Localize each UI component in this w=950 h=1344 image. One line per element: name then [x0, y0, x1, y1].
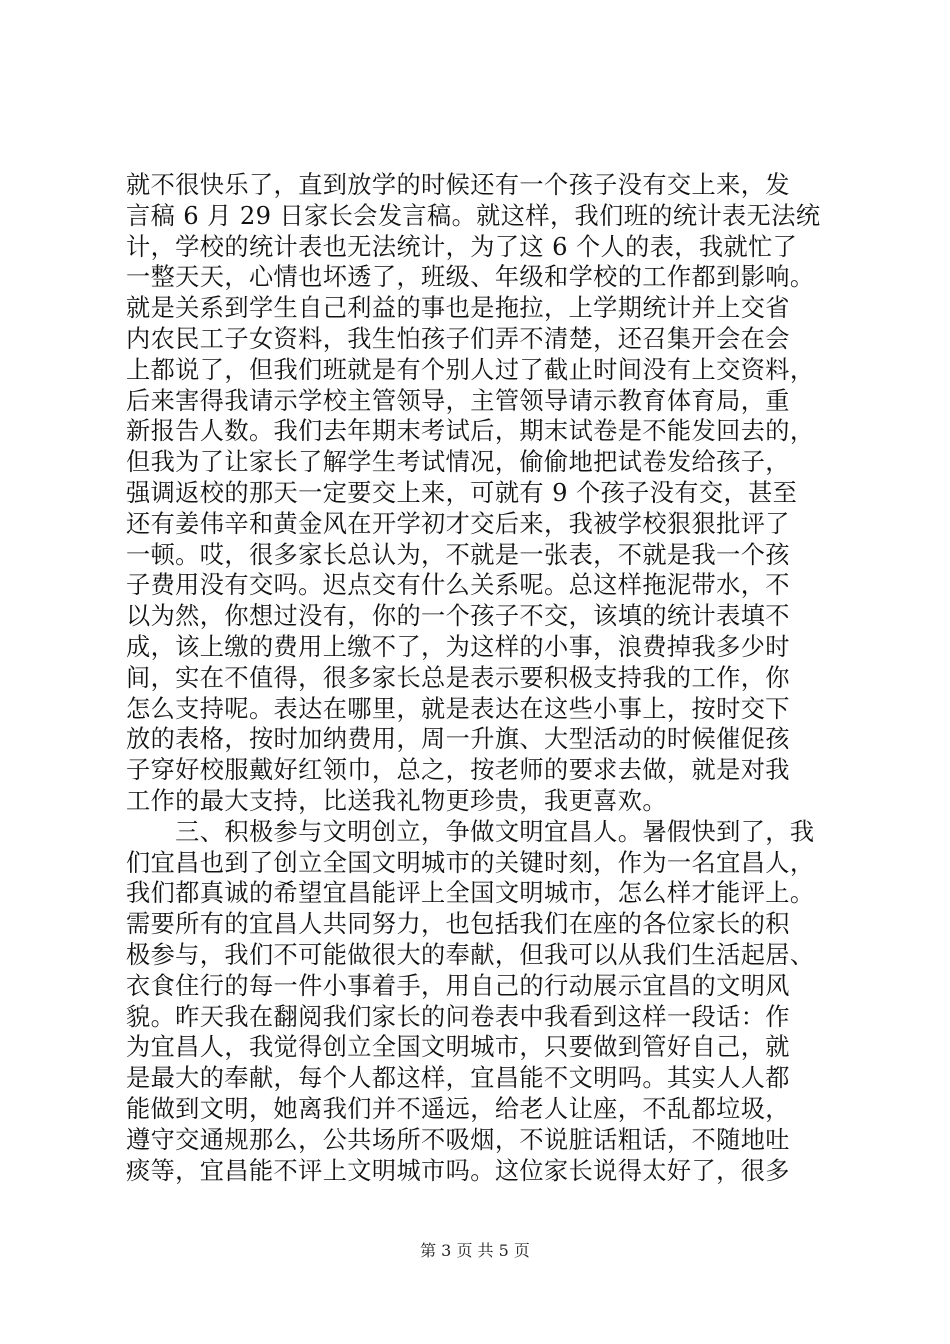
text-line: 怎么支持呢。表达在哪里，就是表达在这些小事上，按时交下: [126, 694, 790, 723]
text-line: 需要所有的宜昌人共同努力，也包括我们在座的各位家长的积: [126, 910, 790, 939]
text-line: 子费用没有交吗。迟点交有什么关系呢。总这样拖泥带水，不: [126, 571, 790, 600]
text-line: 遵守交通规那么，公共场所不吸烟，不说脏话粗话，不随地吐: [126, 1125, 790, 1154]
text-line: 但我为了让家长了解学生考试情况，偷偷地把试卷发给孩子，: [126, 448, 790, 477]
text-line: 新报告人数。我们去年期末考试后，期末试卷是不能发回去的，: [126, 417, 815, 446]
text-line: 上都说了，但我们班就是有个别人过了截止时间没有上交资料，: [126, 355, 815, 384]
text-line: 极参与，我们不可能做很大的奉献，但我可以从我们生活起居、: [126, 940, 815, 969]
text-line: 还有姜伟辛和黄金风在开学初才交后来，我被学校狠狠批评了: [126, 509, 790, 538]
text-line: 放的表格，按时加纳费用，周一升旗、大型活动的时候催促孩: [126, 725, 790, 754]
text-line: 就不很快乐了，直到放学的时候还有一个孩子没有交上来，发: [126, 171, 790, 199]
text-line: 痰等，宜昌能不评上文明城市吗。这位家长说得太好了，很多: [126, 1156, 790, 1185]
text-line: 貌。昨天我在翻阅我们家长的问卷表中我看到这样一段话：作: [126, 1002, 790, 1031]
text-line: 们宜昌也到了创立全国文明城市的关键时刻，作为一名宜昌人，: [126, 848, 815, 877]
text-line: 我们都真诚的希望宜昌能评上全国文明城市，怎么样才能评上。: [126, 879, 815, 908]
text-line: 一整天天，心情也坏透了，班级、年级和学校的工作都到影响。: [126, 263, 815, 292]
text-line: 言稿 6 月 29 日家长会发言稿。就这样，我们班的统计表无法统: [126, 201, 821, 230]
text-line: 后来害得我请示学校主管领导，主管领导请示教育体育局，重: [126, 386, 790, 415]
section-heading-line: 三、积极参与文明创立，争做文明宜昌人。暑假快到了，我: [126, 817, 815, 846]
text-line: 一顿。哎，很多家长总认为，不就是一张表，不就是我一个孩: [126, 540, 790, 569]
text-line: 衣食住行的每一件小事着手，用自己的行动展示宜昌的文明风: [126, 971, 790, 1000]
text-line: 就是关系到学生自己利益的事也是拖拉，上学期统计并上交省: [126, 294, 790, 323]
text-line: 内农民工子女资料，我生怕孩子们弄不清楚，还召集开会在会: [126, 324, 790, 353]
text-line: 成，该上缴的费用上缴不了，为这样的小事，浪费掉我多少时: [126, 632, 790, 661]
text-line: 为宜昌人，我觉得创立全国文明城市，只要做到管好自己，就: [126, 1033, 790, 1062]
text-line: 是最大的奉献，每个人都这样，宜昌能不文明吗。其实人人都: [126, 1064, 790, 1093]
text-line: 以为然，你想过没有，你的一个孩子不交，该填的统计表填不: [126, 602, 790, 631]
text-line: 计，学校的统计表也无法统计，为了这 6 个人的表，我就忙了: [126, 232, 798, 261]
text-line: 能做到文明，她离我们并不遥远，给老人让座，不乱都垃圾，: [126, 1094, 790, 1123]
text-line: 子穿好校服戴好红领巾，总之，按老师的要求去做，就是对我: [126, 756, 790, 785]
page-number-footer: 第 3 页 共 5 页: [420, 1241, 530, 1260]
text-line: 强调返校的那天一定要交上来，可就有 9 个孩子没有交，甚至: [126, 478, 798, 507]
text-line: 间，实在不值得，很多家长总是表示要积极支持我的工作，你: [126, 663, 790, 692]
text-line: 工作的最大支持，比送我礼物更珍贵，我更喜欢。: [126, 786, 667, 815]
document-body: [126, 170, 834, 1186]
